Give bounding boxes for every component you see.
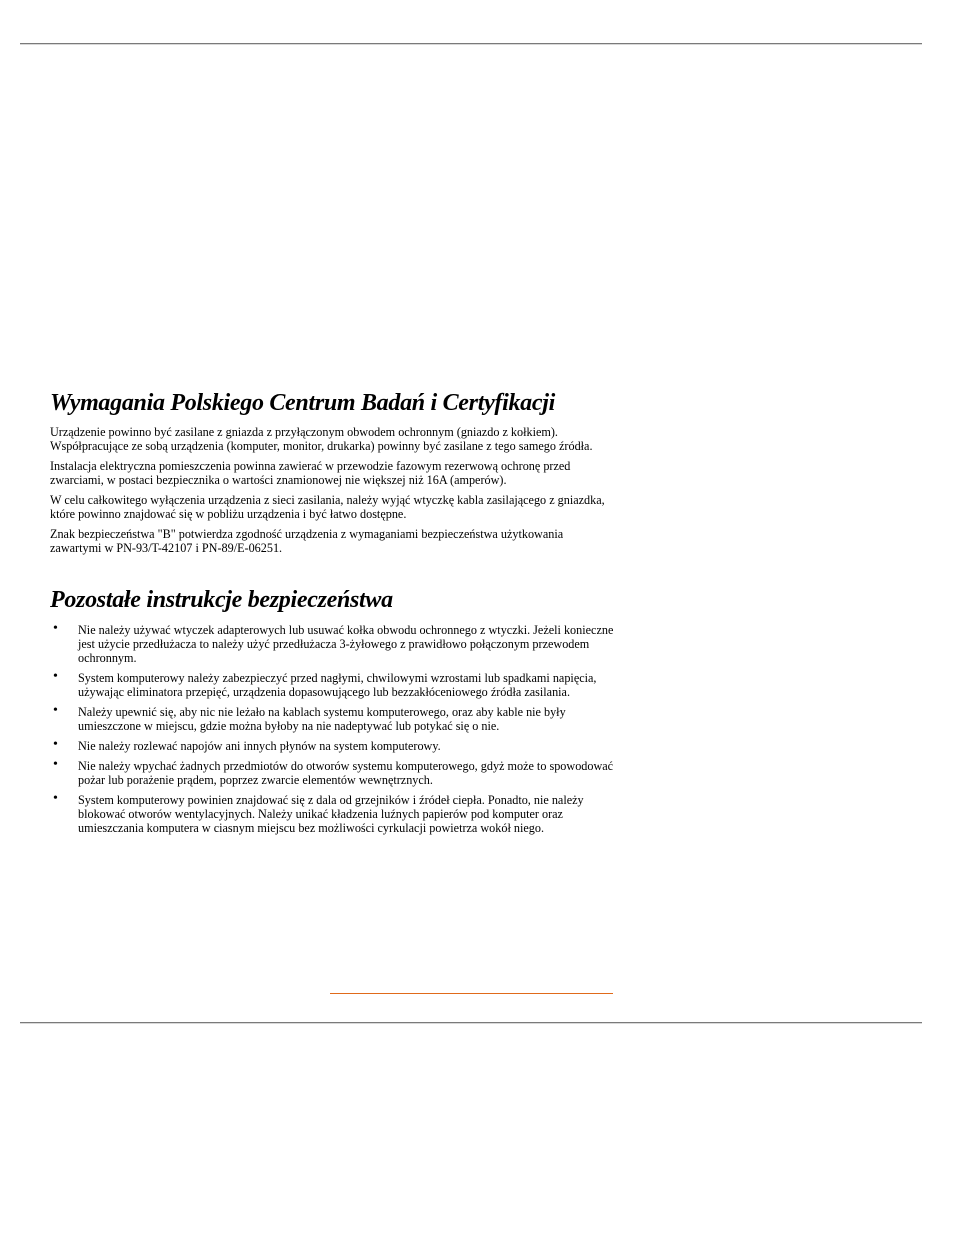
- bullet-icon: •: [53, 737, 58, 752]
- list-item: [50, 623, 615, 665]
- top-divider: [20, 43, 922, 45]
- list-item-text: System komputerowy powinien znajdować się z dala od grzejników i źródeł ciepła. Ponadto, nie należy blokować otworów wentylacyjnych. Należy unikać kładzenia luźnych papierów pod komputer oraz umieszczania komputera w ciasnym miejscu bez możliwości cyrkulacji powietrza wokół niego.: [78, 793, 584, 835]
- list-item: [50, 793, 615, 835]
- paragraph-disconnect: W celu całkowitego wyłączenia urządzenia z sieci zasilania, należy wyjąć wtyczkę kabla zasilającego z gniazdka, które powinno znajdować się w pobliżu urządzenia i być łatwo dostępne.: [50, 493, 605, 521]
- list-item: [50, 759, 615, 787]
- bullet-icon: •: [53, 791, 58, 806]
- paragraph-grounding: Urządzenie powinno być zasilane z gniazda z przyłączonym obwodem ochronnym (gniazdo z kołkiem). Współpracujące ze sobą urządzenia (komputer, monitor, drukarka) powinny być zasilane z tego samego źródła.: [50, 425, 593, 453]
- bullet-icon: •: [53, 703, 58, 718]
- list-item-text: Nie należy wpychać żadnych przedmiotów do otworów systemu komputerowego, gdyż może to spowodować pożar lub porażenie prądem, poprzez zwarcie elementów wewnętrznych.: [78, 759, 614, 787]
- document-body: [50, 388, 615, 841]
- list-item-text: Nie należy rozlewać napojów ani innych płynów na system komputerowy.: [78, 739, 441, 753]
- section-heading-pcbc: Wymagania Polskiego Centrum Badań i Certyfikacji: [50, 390, 555, 416]
- paragraph-fuse: Instalacja elektryczna pomieszczenia powinna zawierać w przewodzie fazowym rezerwową ochronę przed zwarciami, w postaci bezpiecznika o wartości znamionowej nie większej niż 16A (amperów).: [50, 459, 571, 487]
- bullet-icon: •: [53, 669, 58, 684]
- bullet-icon: •: [53, 621, 58, 636]
- bottom-divider: [20, 1022, 922, 1024]
- list-item: [50, 739, 615, 753]
- list-item-text: System komputerowy należy zabezpieczyć przed nagłymi, chwilowymi wzrostami lub spadkami napięcia, używając eliminatora przepięć, urządzenia dopasowującego lub bezzakłóceniowego źródła zasilania.: [78, 671, 597, 699]
- section-heading-other-instructions: Pozostałe instrukcje bezpieczeństwa: [50, 587, 393, 613]
- list-item-text: Należy upewnić się, aby nic nie leżało na kablach systemu komputerowego, oraz aby kable nie były umieszczone w miejscu, gdzie można byłoby na nie nadeptywać lub potykać się o nie.: [78, 705, 566, 733]
- orange-separator-line: [330, 993, 613, 994]
- list-item: [50, 671, 615, 699]
- safety-instructions-list: [50, 623, 615, 835]
- list-item-text: Nie należy używać wtyczek adapterowych lub usuwać kołka obwodu ochronnego z wtyczki. Jeżeli konieczne jest użycie przedłużacza to należy użyć przedłużacza 3-żyłowego z prawidłowo połączonym przewodem ochronnym.: [78, 623, 614, 665]
- bullet-icon: •: [53, 757, 58, 772]
- list-item: [50, 705, 615, 733]
- paragraph-safety-mark: Znak bezpieczeństwa "B" potwierdza zgodność urządzenia z wymaganiami bezpieczeństwa użytkowania zawartymi w PN-93/T-42107 i PN-89/E-06251.: [50, 527, 564, 555]
